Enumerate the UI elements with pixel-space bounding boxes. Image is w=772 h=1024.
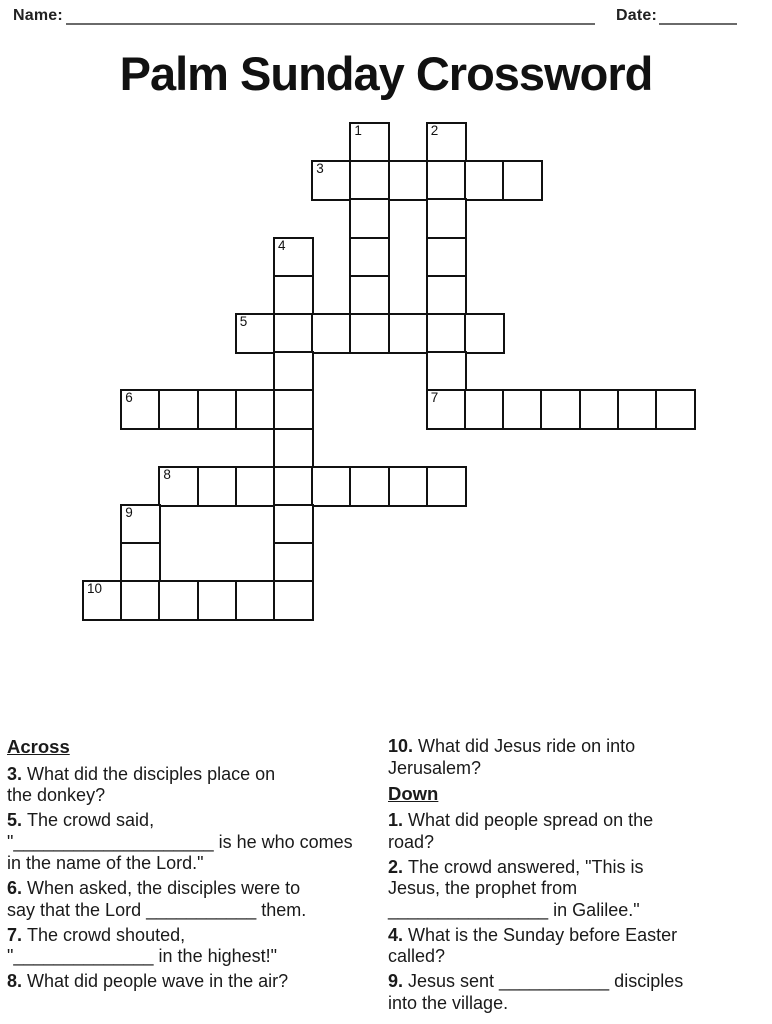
grid-cell-r7-c1[interactable] [120, 389, 161, 430]
clue-7 [7, 925, 381, 968]
clue-8 [7, 971, 381, 993]
grid-cell-r12-c0[interactable] [82, 580, 123, 621]
grid-cell-r11-c5[interactable] [273, 542, 314, 583]
grid-cell-r9-c9[interactable] [426, 466, 467, 507]
grid-cell-number: 8 [163, 466, 171, 482]
grid-cell-r12-c4[interactable] [235, 580, 276, 621]
grid-cell-r7-c14[interactable] [617, 389, 658, 430]
clue-line: 8. What did people wave in the air? [7, 971, 289, 991]
clue-4 [388, 925, 770, 968]
grid-cell-r7-c9[interactable] [426, 389, 467, 430]
clue-2 [388, 857, 770, 922]
clue-number: 9. [388, 971, 409, 991]
grid-cell-r5-c8[interactable] [388, 313, 429, 354]
grid-cell-number: 9 [125, 505, 133, 520]
clue-line: 4. What is the Sunday before Easter [388, 924, 678, 945]
grid-cell-r10-c5[interactable] [273, 504, 314, 545]
clue-line: in the name of the Lord." [7, 853, 204, 873]
clue-line: 2. The crowd answered, "This is [388, 856, 644, 877]
clue-line: 9. Jesus sent ___________ disciples [388, 971, 684, 991]
grid-cell-r3-c9[interactable] [426, 237, 467, 278]
grid-cell-r7-c10[interactable] [464, 389, 505, 430]
clue-line: called? [388, 946, 446, 966]
grid-cell-r9-c4[interactable] [235, 466, 276, 507]
clue-5 [7, 810, 381, 875]
clue-line: 7. The crowd shouted, [7, 924, 186, 945]
grid-cell-r3-c7[interactable] [349, 237, 390, 278]
clues-column-down [388, 736, 770, 1018]
clue-number: 8. [7, 971, 28, 991]
grid-cell-number: 4 [278, 237, 286, 253]
grid-cell-r6-c5[interactable] [273, 351, 314, 392]
grid-cell-r1-c9[interactable] [426, 160, 467, 201]
grid-cell-number: 2 [430, 123, 439, 138]
grid-cell-r3-c5[interactable] [273, 237, 314, 278]
clue-3 [7, 764, 381, 807]
grid-cell-number: 3 [316, 161, 324, 177]
clue-list-header-across: Across [7, 736, 70, 757]
clue-line: 1. What did people spread on the [388, 810, 654, 830]
grid-cell-r11-c1[interactable] [120, 542, 161, 583]
clue-number: 10. [388, 736, 419, 756]
grid-cell-r1-c6[interactable] [311, 160, 352, 201]
grid-cell-r7-c15[interactable] [655, 389, 696, 430]
crossword-grid [82, 122, 732, 632]
grid-cell-r5-c9[interactable] [426, 313, 467, 354]
clue-number: 3. [7, 763, 28, 784]
grid-cell-r12-c3[interactable] [197, 580, 238, 621]
grid-cell-number: 1 [354, 123, 362, 138]
clues-column-across [7, 736, 381, 996]
grid-cell-r7-c12[interactable] [540, 389, 581, 430]
grid-cell-r7-c11[interactable] [502, 389, 543, 430]
page-title: Palm Sunday Crossword [119, 47, 653, 100]
grid-cell-r7-c2[interactable] [158, 389, 199, 430]
grid-cell-r8-c5[interactable] [273, 428, 314, 469]
grid-cell-r6-c9[interactable] [426, 351, 467, 392]
grid-cell-r4-c5[interactable] [273, 275, 314, 316]
grid-cell-r5-c6[interactable] [311, 313, 352, 354]
grid-cell-r7-c4[interactable] [235, 389, 276, 430]
grid-cell-r1-c8[interactable] [388, 160, 429, 201]
clue-9 [388, 971, 770, 1014]
clue-line: road? [388, 831, 435, 852]
grid-cell-number: 5 [239, 314, 248, 329]
grid-cell-r5-c4[interactable] [235, 313, 276, 354]
grid-cell-r9-c5[interactable] [273, 466, 314, 507]
grid-cell-r9-c7[interactable] [349, 466, 390, 507]
clue-number: 1. [388, 810, 409, 830]
grid-cell-r0-c7[interactable] [349, 122, 390, 163]
clue-line: 6. When asked, the disciples were to [7, 878, 301, 898]
clue-line: Jesus, the prophet from [388, 878, 578, 898]
clue-number: 2. [388, 856, 409, 877]
clue-line: the donkey? [7, 785, 106, 805]
grid-cell-r10-c1[interactable] [120, 504, 161, 545]
grid-cell-r0-c9[interactable] [426, 122, 467, 163]
clue-number: 7. [7, 924, 28, 945]
clue-number: 4. [388, 924, 409, 945]
grid-cell-r12-c2[interactable] [158, 580, 199, 621]
grid-cell-r2-c7[interactable] [349, 198, 390, 239]
clue-1 [388, 810, 770, 853]
clue-line: 10. What did Jesus ride on into [388, 736, 636, 756]
grid-cell-r1-c10[interactable] [464, 160, 505, 201]
grid-cell-r7-c13[interactable] [579, 389, 620, 430]
grid-cell-r5-c7[interactable] [349, 313, 390, 354]
grid-cell-r1-c7[interactable] [349, 160, 390, 201]
grid-cell-r4-c9[interactable] [426, 275, 467, 316]
clue-line: 3. What did the disciples place on [7, 763, 276, 784]
grid-cell-r9-c6[interactable] [311, 466, 352, 507]
clue-line: 5. The crowd said, [7, 810, 155, 830]
grid-cell-number: 7 [430, 390, 439, 406]
clue-number: 6. [7, 878, 28, 898]
clue-list-header-down: Down [388, 782, 439, 804]
grid-cell-r7-c5[interactable] [273, 389, 314, 430]
grid-cell-r12-c5[interactable] [273, 580, 314, 621]
grid-cell-r2-c9[interactable] [426, 198, 467, 239]
clue-line: "____________________ is he who comes [7, 831, 353, 852]
clue-6 [7, 878, 381, 921]
clue-line: ________________ in Galilee." [388, 899, 640, 920]
clue-line: into the village. [388, 992, 509, 1013]
grid-cell-r7-c3[interactable] [197, 389, 238, 430]
grid-cell-r9-c3[interactable] [197, 466, 238, 507]
grid-cell-r1-c11[interactable] [502, 160, 543, 201]
grid-cell-r9-c8[interactable] [388, 466, 429, 507]
clue-number: 5. [7, 810, 28, 830]
name-label: Name: [13, 7, 63, 24]
grid-cell-r5-c5[interactable] [273, 313, 314, 354]
grid-cell-number: 6 [125, 390, 133, 406]
grid-cell-number: 10 [87, 581, 103, 597]
date-label: Date: [616, 7, 658, 24]
name-field-line[interactable] [66, 23, 595, 25]
clue-10 [388, 736, 770, 779]
clue-line: "______________ in the highest!" [7, 946, 278, 966]
clue-line: Jerusalem? [388, 757, 482, 778]
grid-cell-r9-c2[interactable] [158, 466, 199, 507]
clue-line: say that the Lord ___________ them. [7, 899, 307, 920]
grid-cell-r4-c7[interactable] [349, 275, 390, 316]
date-field-line[interactable] [659, 23, 737, 25]
grid-cell-r12-c1[interactable] [120, 580, 161, 621]
grid-cell-r5-c10[interactable] [464, 313, 505, 354]
